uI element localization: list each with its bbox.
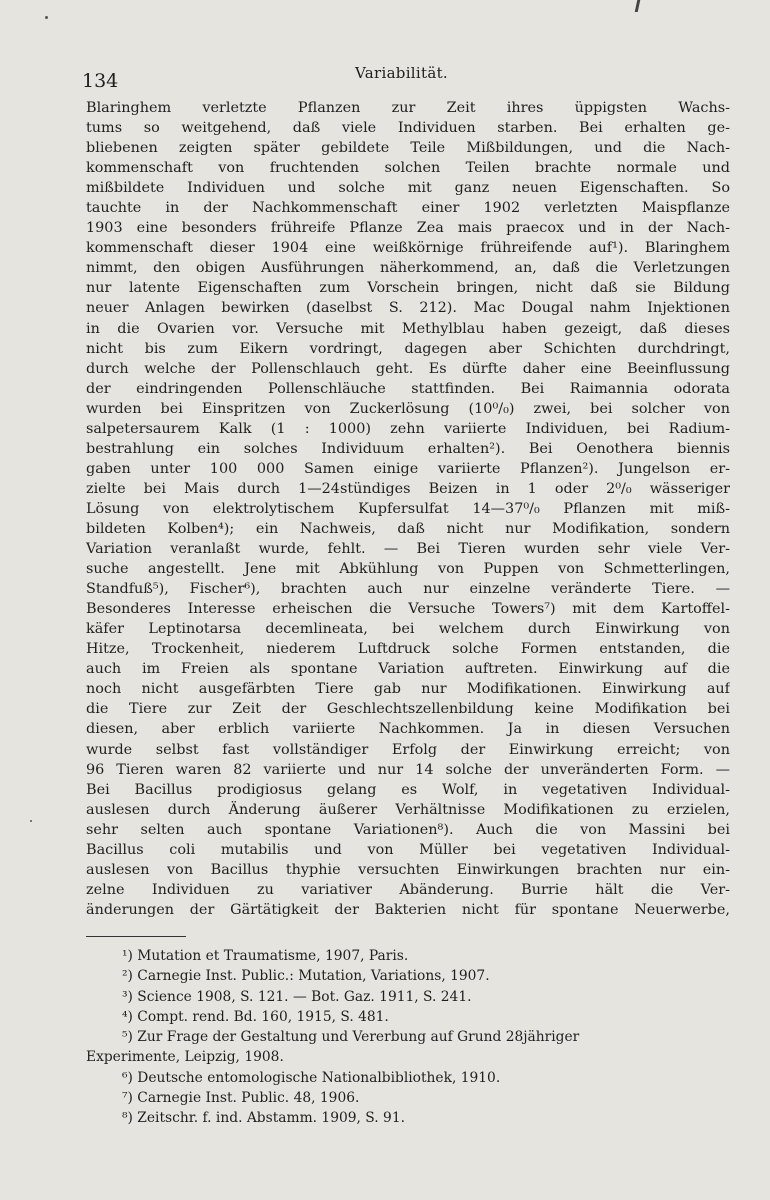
footnote: ⁴) Compt. rend. Bd. 160, 1915, S. 481. [122, 1008, 389, 1025]
body-line: Bacillus coli mutabilis und von Müller bei vegetativen Individual- [86, 841, 730, 858]
body-line: salpetersaurem Kalk (1 : 1000) zehn variierte Individuen, bei Radium- [86, 420, 730, 437]
body-line: kommenschaft dieser 1904 eine weißkörnige frühreifende auf¹). Blaringhem [86, 240, 730, 257]
body-line: nimmt, den obigen Ausführungen näherkommend, an, daß die Verletzungen [86, 260, 730, 277]
body-line: nicht bis zum Eikern vordringt, dagegen aber Schichten durchdringt, [86, 340, 730, 357]
body-line: in die Ovarien vor. Versuche mit Methylblau haben gezeigt, daß dieses [86, 320, 730, 337]
footnote: ⁵) Zur Frage der Gestaltung und Vererbung auf Grund 28jähriger [122, 1029, 580, 1046]
speck [45, 16, 48, 19]
body-line: Besonderes Interesse erheischen die Versuche Towers⁷) mit dem Kartoffel- [86, 601, 730, 618]
body-line: Blaringhem verletzte Pflanzen zur Zeit ihres üppigsten Wachs- [86, 100, 730, 116]
body-line: Hitze, Trockenheit, niederem Luftdruck solche Formen entstanden, die [86, 641, 730, 658]
footnote: ¹) Mutation et Traumatisme, 1907, Paris. [122, 948, 409, 964]
body-line: bliebenen zeigten später gebildete Teile Mißbildungen, und die Nach- [86, 140, 730, 157]
body-line: käfer Leptinotarsa decemlineata, bei welchem durch Einwirkung von [86, 621, 730, 638]
body-line: auslesen von Bacillus thyphie versuchten Einwirkungen brachten nur ein- [86, 861, 730, 878]
body-line: wurden bei Einspritzen von Zuckerlösung (10⁰/₀) zwei, bei solcher von [86, 400, 730, 417]
body-line: Lösung von elektrolytischem Kupfersulfat 14—37⁰/₀ Pflanzen mit miß- [86, 500, 730, 517]
footnote-continuation: Experimente, Leipzig, 1908. [86, 1049, 284, 1066]
body-line: diesen, aber erblich variierte Nachkommen. Ja in diesen Versuchen [86, 721, 730, 738]
body-line: tums so weitgehend, daß viele Individuen starben. Bei erhalten ge- [86, 120, 730, 137]
body-line: auch im Freien als spontane Variation auftreten. Einwirkung auf die [86, 661, 730, 678]
body-line: gaben unter 100 000 Samen einige variierte Pflanzen²). Jungelson er- [86, 460, 730, 477]
body-line: Variation veranlaßt wurde, fehlt. — Bei Tieren wurden sehr viele Ver- [86, 541, 730, 558]
body-line: 1903 eine besonders frühreife Pflanze Zea mais praecox und in der Nach- [86, 220, 730, 237]
body-line: Bei Bacillus prodigiosus gelang es Wolf, in vegetativen Individual- [86, 781, 730, 798]
body-line: Standfuß⁵), Fischer⁶), brachten auch nur einzelne veränderte Tiere. — [86, 581, 730, 598]
body-line: änderungen der Gärtätigkeit der Bakterien nicht für spontane Neuerwerbe, [86, 901, 730, 918]
footnote-rule [86, 936, 186, 937]
body-line: nur latente Eigenschaften zum Vorschein bringen, nicht daß sie Bildung [86, 280, 730, 297]
body-line: sehr selten auch spontane Variationen⁸). Auch die von Massini bei [86, 821, 730, 838]
body-line: wurde selbst fast vollständiger Erfolg der Einwirkung erreicht; von [86, 741, 730, 758]
body-text [86, 98, 730, 920]
footnote: ⁸) Zeitschr. f. ind. Abstamm. 1909, S. 91. [122, 1110, 405, 1127]
body-line: bildeten Kolben⁴); ein Nachweis, daß nicht nur Modifikation, sondern [86, 520, 730, 537]
footnote: ⁶) Deutsche entomologische Nationalbibliothek, 1910. [122, 1069, 501, 1086]
footnote: ⁷) Carnegie Inst. Public. 48, 1906. [122, 1090, 360, 1107]
body-line: 96 Tieren waren 82 variierte und nur 14 solche der unveränderten Form. — [86, 761, 730, 778]
body-line: der eindringenden Pollenschläuche stattfinden. Bei Raimannia odorata [86, 380, 730, 397]
body-line: tauchte in der Nachkommenschaft einer 1902 verletzten Maispflanze [86, 200, 730, 217]
footnote: ³) Science 1908, S. 121. — Bot. Gaz. 1911, S. 241. [122, 988, 472, 1005]
body-line: durch welche der Pollenschlauch geht. Es dürfte daher eine Beeinflussung [86, 360, 730, 377]
body-line: bestrahlung ein solches Individuum erhalten²). Bei Oenothera biennis [86, 440, 730, 457]
page-mark [635, 0, 641, 12]
body-line: kommenschaft von fruchtenden solchen Teilen brachte normale und [86, 160, 730, 177]
speck [30, 820, 32, 822]
body-line: auslesen durch Änderung äußerer Verhältnisse Modifikationen zu erzielen, [86, 801, 730, 818]
body-line: mißbildete Individuen und solche mit ganz neuen Eigenschaften. So [86, 180, 730, 197]
body-line: zielte bei Mais durch 1—24stündiges Beizen in 1 oder 2⁰/₀ wässeriger [86, 480, 730, 497]
running-title: Variabilität. [355, 64, 448, 82]
body-line: zelne Individuen zu variativer Abänderung. Burrie hält die Ver- [86, 881, 730, 898]
body-line: suche angestellt. Jene mit Abkühlung von Puppen von Schmetterlingen, [86, 561, 730, 578]
body-line: die Tiere zur Zeit der Geschlechtszellenbildung keine Modifikation bei [86, 701, 730, 718]
body-line: noch nicht ausgefärbten Tiere gab nur Modifikationen. Einwirkung auf [86, 681, 730, 698]
body-line: neuer Anlagen bewirken (daselbst S. 212). Mac Dougal nahm Injektionen [86, 300, 730, 317]
page-number: 134 [82, 70, 119, 92]
footnote: ²) Carnegie Inst. Public.: Mutation, Variations, 1907. [122, 968, 490, 985]
footnotes [86, 946, 730, 1129]
